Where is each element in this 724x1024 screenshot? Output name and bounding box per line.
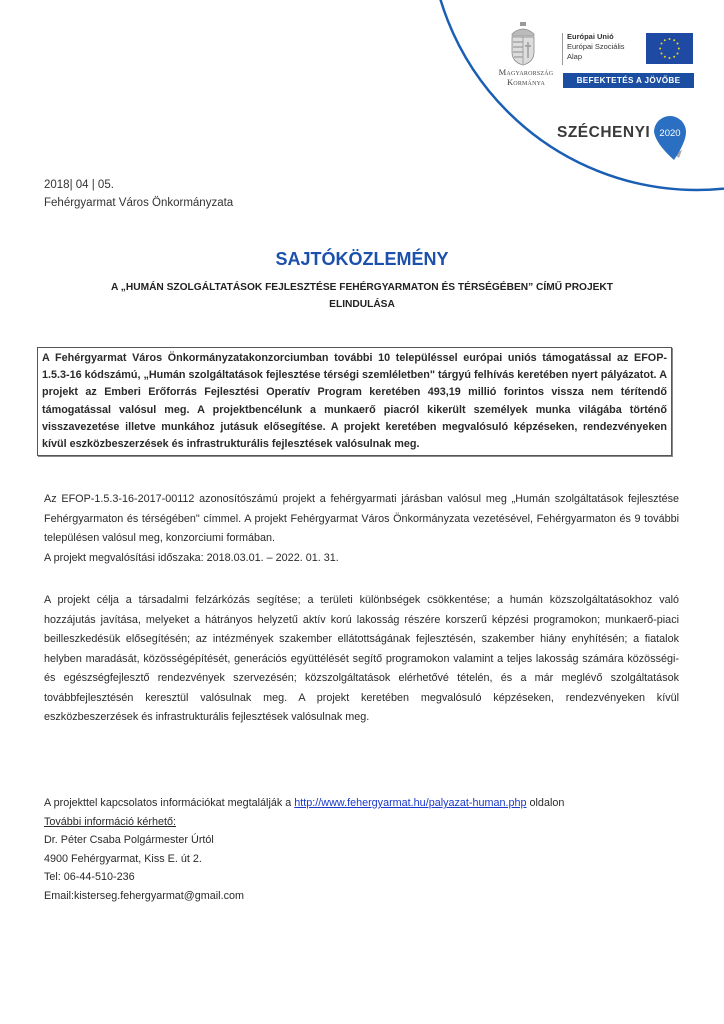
release-date: 2018| 04 | 05.	[44, 179, 114, 191]
government-logo-text	[488, 68, 564, 87]
map-pin-icon	[652, 114, 688, 162]
contact-phone: Tel: 06-44-510-236	[44, 871, 135, 884]
page-title: SAJTÓKÖZLEMÉNY	[275, 249, 449, 269]
issuing-organization: Fehérgyarmat Város Önkormányzata	[44, 197, 234, 209]
summary-box: A Fehérgyarmat Város Önkormányzatakonzorciumban további 10 településsel európai uniós támogatással az EFOP- 1.5.3-16 kódszámú, „Humán szolgáltatások fejlesztése térségi szemléletben" tárgyú felhívás keretében nyert pályázatot. A projekt az Emberi Erőforrás Fejlesztési Operatív Program keretében 493,19 millió forintos vissza nem térítendő támogatással valósul meg. A projektbencélunk a munkaerő piacról kikerült személyek munka világába történő visszavezetése illetve munkához jutásuk elősegítése. A projekt keretében megvalósuló képzéseken, rendezvényeken kívül eszközbeszerzések és infrastrukturális fejlesztések valósulnak meg.	[37, 347, 672, 456]
contact-address: 4900 Fehérgyarmat, Kiss E. út 2.	[44, 852, 202, 865]
page-subtitle	[50, 279, 674, 313]
project-link[interactable]: http://www.fehergyarmat.hu/palyazat-human.php	[294, 797, 527, 809]
eu-logo-line2: Európai Szociális	[567, 42, 625, 51]
info-prefix: A projekttel kapcsolatos információkat megtalálják a	[44, 797, 295, 809]
contact-name: Dr. Péter Csaba Polgármester Úrtól	[44, 834, 214, 847]
info-line	[44, 794, 564, 813]
more-info-label: További információ kérhető:	[44, 815, 177, 828]
eu-logo-line1: Európai Unió	[567, 32, 614, 41]
contact-email: Email:kisterseg.fehergyarmat@gmail.com	[44, 889, 244, 902]
press-release-meta	[44, 176, 233, 212]
hungarian-coat-of-arms-icon	[508, 22, 538, 66]
eu-logo-line3: Alap	[567, 52, 583, 61]
contact-section	[44, 794, 564, 906]
info-suffix: oldalon	[526, 797, 565, 809]
project-period: A projekt megvalósítási időszaka: 2018.03.01. – 2022. 01. 31.	[44, 551, 339, 564]
subtitle-line1: A „HUMÁN SZOLGÁLTATÁSOK FEJLESZTÉSE FEHÉRGYARMATON ÉS TÉRSÉGÉBEN” CÍMŰ PROJEKT	[110, 282, 614, 293]
szechenyi-logo-text: SZÉCHENYI	[557, 124, 651, 141]
gov-logo-line2: Kormánya	[506, 76, 546, 87]
project-goals-paragraph: A projekt célja a társadalmi felzárkózás segítése; a területi különbségek csökkentése; a humán közszolgáltatásokhoz való hozzájutás javítása, melyeket a hátrányos helyzetű aktív korú lakosság részére korszerű képzési programokon; munkaerő-piaci beilleszkedésük elősegítésén; az intézmények szakember ellátottságának fejlesztésén, szakember hiány enyhítésén; a fiatalok helyben maradását, közösségépítését, generációs együttélését segítő programokon valamint a teljes lakosság számára közösségi- és egészségfejlesztő rendezvények szervezésén; közszolgáltatások elérhetővé tételén, és a már meglévő szolgáltatások továbbfejlesztésén keresztül valósulnak meg. A projekt keretében megvalósuló képzéseken, rendezvényeken kívül eszközbeszerzések és infrastrukturális fejlesztések valósulnak meg.	[44, 594, 679, 723]
eu-flag-icon	[646, 33, 693, 64]
subtitle-line2: ELINDULÁSA	[329, 299, 395, 310]
befektetes-banner: BEFEKTETÉS A JÖVŐBE	[563, 73, 694, 88]
eu-logo-divider	[562, 33, 563, 65]
project-description: Az EFOP-1.5.3-16-2017-00112 azonosítószámú projekt a fehérgyarmati járásban valósul meg „Humán szolgáltatások fejlesztése Fehérgyarmaton és térségében" címmel. A projekt Fehérgyarmat Város Önkormányzata vezetésével, Fehérgyarmaton és 9 további településen valósul meg, konzorciumi formában.	[44, 493, 679, 544]
project-details-paragraph	[44, 490, 679, 568]
gov-logo-line1: Magyarország	[498, 67, 554, 77]
szechenyi-year: 2020	[659, 128, 681, 139]
eu-logo-text	[567, 32, 625, 62]
